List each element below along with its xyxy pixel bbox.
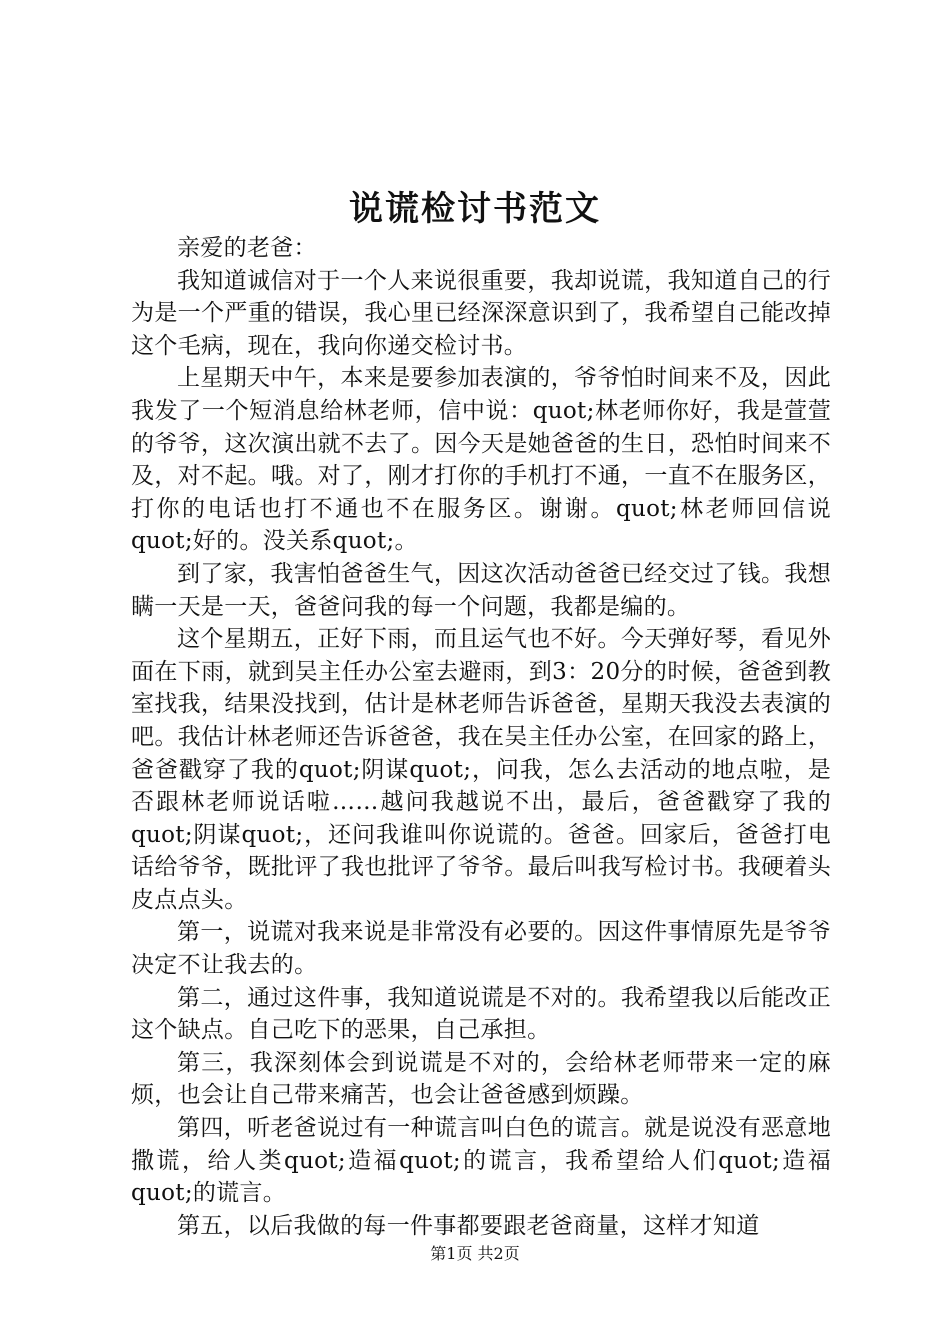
- paragraph: 到了家，我害怕爸爸生气，因这次活动爸爸已经交过了钱。我想瞒一天是一天，爸爸问我的每一个问题，我都是编的。: [131, 560, 831, 620]
- paragraph: 这个星期五，正好下雨，而且运气也不好。今天弹好琴，看见外面在下雨，就到吴主任办公室去避雨，到3：20分的时候，爸爸到教室找我，结果没找到，估计是林老师告诉爸爸，星期天我没去表演的吧。我估计林老师还告诉爸爸，我在吴主任办公室，在回家的路上，爸爸戳穿了我的quot;阴谋quot;，问我，怎么去活动的地点啦，是否跟林老师说话啦……越问我越说不出，最后，爸爸戳穿了我的quot;阴谋quot;，还问我谁叫你说谎的。爸爸。回家后，爸爸打电话给爷爷，既批评了我也批评了爷爷。最后叫我写检讨书。我硬着头皮点点头。: [131, 626, 831, 913]
- paragraph: 上星期天中午，本来是要参加表演的，爷爷怕时间来不及，因此我发了一个短消息给林老师，信中说：quot;林老师你好，我是萱萱的爷爷，这次演出就不去了。因今天是她爸爸的生日，恐怕时间来不及，对不起。哦。对了，刚才打你的手机打不通，一直不在服务区，打你的电话也打不通也不在服务区。谢谢。quot;林老师回信说quot;好的。没关系quot;。: [131, 365, 831, 555]
- paragraph: 第三，我深刻体会到说谎是不对的，会给林老师带来一定的麻烦，也会让自己带来痛苦，也会让爸爸感到烦躁。: [131, 1049, 831, 1109]
- paragraph: 第二，通过这件事，我知道说谎是不对的。我希望我以后能改正这个缺点。自己吃下的恶果，自己承担。: [131, 984, 831, 1044]
- page-footer: 第1页 共2页: [430, 1244, 520, 1263]
- document-body: [131, 232, 831, 1242]
- salutation: 亲爱的老爸：: [177, 235, 317, 261]
- paragraph: 第五，以后我做的每一件事都要跟老爸商量，这样才知道: [177, 1212, 760, 1239]
- document-title: 说谎检讨书范文: [349, 189, 601, 229]
- paragraph: 第一，说谎对我来说是非常没有必要的。因这件事情原先是爷爷决定不让我去的。: [131, 919, 831, 979]
- paragraph: 我知道诚信对于一个人来说很重要，我却说谎，我知道自己的行为是一个严重的错误，我心里已经深深意识到了，我希望自己能改掉这个毛病，现在，我向你递交检讨书。: [131, 267, 831, 359]
- paragraph: 第四，听老爸说过有一种谎言叫白色的谎言。就是说没有恶意地撒谎，给人类quot;造福quot;的谎言，我希望给人们quot;造福quot;的谎言。: [131, 1115, 831, 1207]
